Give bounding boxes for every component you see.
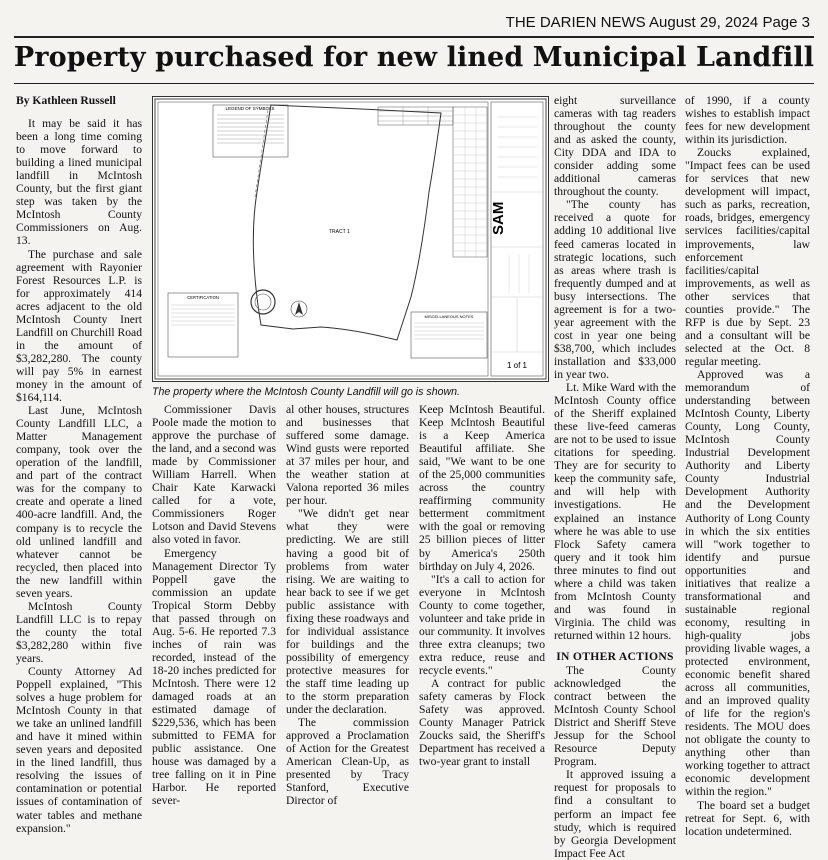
paragraph: Keep McIntosh Beautiful. Keep McIntosh Beautiful is a Keep America Beautiful affiliate. She said, "We want to be one of the 25,000 communities across the country reaffirming community betterment commitment with the goal or removing 25 billion pieces of litter by America's 250th birthday on July 4, 2026. [419,403,545,573]
paragraph: The County acknowledged the contract between the McIntosh County School District and Sheriff Steve Jessup for the School Resource Deputy Program. [554,664,676,769]
paragraph: al other houses, structures and businesses that suffered some damage. Wind gusts were reported at 37 miles per hour, and the weather station at Valona reported 36 miles per hour. [286,403,409,508]
paragraph: Commissioner Davis Poole made the motion to approve the purchase of the land, and a second was made by Commissioner William Harrell. When Chair Kate Karwacki called for a vote, Commissioners Roger Lotson and David Stevens also voted in favor. [152,403,276,547]
tract-label: TRACT 1 [329,229,350,235]
paragraph: McIntosh County Landfill LLC is to repay the county the total $3,282,280 within five years. [16,599,142,665]
column-1 [16,94,142,835]
firm-logo: SAM [490,201,507,235]
paragraph: Lt. Mike Ward with the McIntosh County office of the Sheriff explained these live-feed cameras are not to be used to issue citations for speeding. They are for security to keep the community safe, and will help with investigations. He explained an instance where he was able to use Flock Safety camera query and it took him three minutes to find out where a child was taken from McIntosh County and was found in Virginia. The child was returned within 12 hours. [554,381,676,642]
legend-title: LEGEND OF SYMBOLS [225,106,275,111]
paragraph: "We didn't get near what they were predicting. We are still having a good bit of problems from water rising. We are waiting to hear back to see if we get public assistance with fixing these roadways and for individual assistance for buildings and the possibility of emergency protective measures for the staff time leading up to the storm preparation under the declaration. [286,507,409,717]
sheet-number: 1 of 1 [506,361,528,370]
paragraph: It approved issuing a request for proposals to find a consultant to perform an impact fee study, which is required by Georgia Development Impact Fee Act [554,768,676,860]
paragraph: "It's a call to action for everyone in McIntosh County to come together, volunteer and take pride in our community. It involves three extra cleanups; two extra reduce, reuse and recycle events." [419,572,545,677]
landfill-site-plan-image [152,96,549,382]
paragraph: County Attorney Ad Poppell explained, "This solves a huge problem for McIntosh County in that we take an unlined landfill and have it mined within seven years and deposited in the lined landfill, thus resolving the issues of contamination or potential issues of contamination of water tables and methane expansion." [16,665,142,835]
column-5 [554,94,676,860]
paragraph: The commission approved a Proclamation of Action for the Greatest American Clean-Up, as presented by Tracy Stanford, Executive Director of [286,716,409,808]
column-6 [685,94,810,838]
paragraph: It may be said it has been a long time coming to move forward to building a lined municipal landfill in McIntosh County, but the first giant step was taken by the McIntosh County Commissioners on Aug. 13. [16,117,142,248]
paragraph: The purchase and sale agreement with Rayonier Forest Resources L.P. is for approximately 414 acres adjacent to the old McIntosh County Inert Landfill on Churchill Road in the amount of $3,282,280. The county will pay 5% in earnest money in the amount of $164,114. [16,247,142,405]
paragraph: Zoucks explained, "Impact fees can be used for services that new development will impact, such as parks, recreation, roads, bridges, emergency services facilities/capital improvements, law enforcement facilities/capital improvements, as well as other services that counties provide." The RFP is due by Sept. 23 and a consultant will be selected at the Oct. 8 regular meeting. [685,146,810,368]
masthead: THE DARIEN NEWS August 29, 2024 Page 3 [505,14,810,31]
column-2 [152,403,276,807]
paragraph: eight surveillance cameras with tag readers throughout the county and as asked the county, City DDA and IDA to consider adding some additional cameras throughout the county. [554,94,676,199]
top-rule [14,36,814,38]
column-4 [419,403,545,768]
subhead: IN OTHER ACTIONS [556,649,674,663]
column-3 [286,403,409,807]
misc-notes-title: MISCELLANEOUS NOTES [424,314,474,319]
paragraph: Last June, McIntosh County Landfill LLC, a Matter Management company, took over the operation of the landfill, and part of the contract was for the company to create and operate a lined 400-acre landfill. And, the company is to recycle the old unlined landfill and whatever cannot be recycled, then placed into the new landfill within seven years. [16,404,142,600]
certification-title: CERTIFICATION [187,295,219,300]
headline-rule [14,83,814,84]
paragraph: Approved was a memorandum of understanding between McIntosh County, Liberty County, Long County, McIntosh County Industrial Development Authority and Liberty County Industrial Development Authority and the Development Authority of Long County in which the six entities will "work together to identify and pursue opportunities and initiatives that realize a transformational and sustainable regional economy, resulting in high-quality jobs providing livable wages, a protected environment, economic benefit shared across all communities, and an improved quality of life for the region's residents. The MOU does not obligate the county to anything other than working together to attract economic development within the region." [685,367,810,799]
headline: Property purchased for new lined Municipal Landfill [13,42,815,73]
paragraph: A contract for public safety cameras by Flock Safety was approved. County Manager Patrick Zoucks said, the Sheriff's Department has received a two-year grant to install [419,676,545,769]
paragraph: "The county has received a quote for adding 10 additional live feed cameras located in strategic locations, such as areas where trash is frequently dumped and at busy intersections. The agreement is for a two-year agreement with the cost in year one being $38,700, which includes installation and $33,000 in year two. [554,198,676,381]
site-plan-drawing [153,97,548,381]
paragraph: of 1990, if a county wishes to establish impact fees for new development within its jurisdiction. [685,94,810,147]
photo-caption: The property where the McIntosh County Landfill will go is shown. [152,386,460,398]
byline: By Kathleen Russell [16,94,116,107]
paragraph: Emergency Management Director Ty Poppell gave the commission an update Tropical Storm Debby that passed through on Aug. 5-6. He reported 7.3 inches of rain was recorded, instead of the 18-20 inches predicted for McIntosh. There were 12 damaged roads at an estimated damage of $229,536, which has been submitted to FEMA for public assistance. One house was damaged by a tree falling on it in Pine Harbor. He reported sever- [152,546,276,808]
paragraph: The board set a budget retreat for Sept. 6, with location undetermined. [685,798,810,838]
